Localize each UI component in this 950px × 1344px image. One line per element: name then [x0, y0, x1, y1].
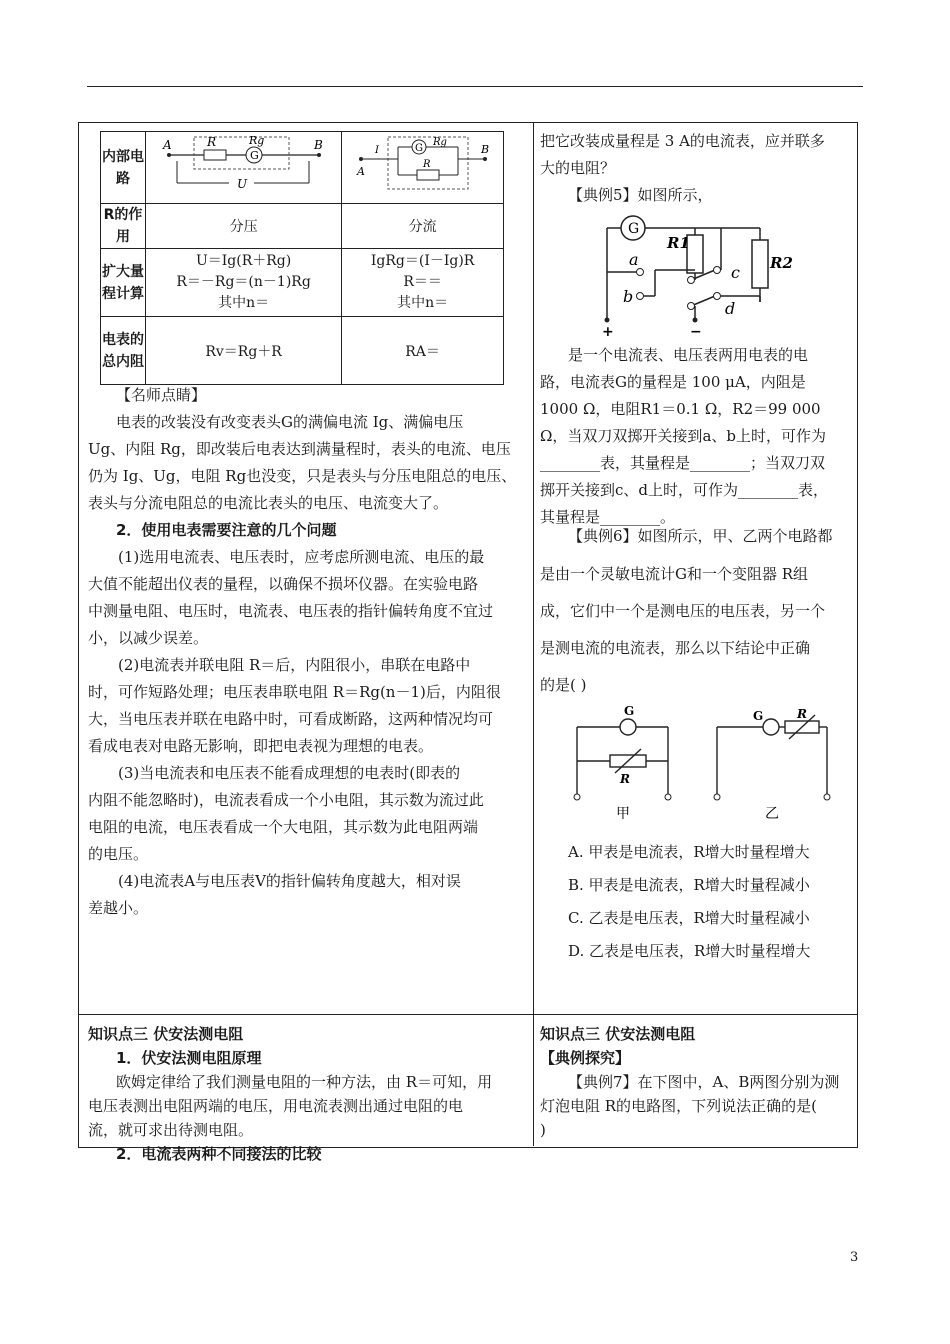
text-line: (1)选用电流表、电压表时，应考虑所测电流、电压的最	[118, 548, 485, 566]
text-line: 是由一个灵敏电流计G和一个变阻器 R组	[540, 565, 809, 583]
text-line: 电压表测出电阻两端的电压，用电流表测出通过电阻的电	[88, 1097, 464, 1115]
g-label: G	[249, 148, 259, 162]
table-cell	[146, 249, 342, 317]
text-line: 欧姆定律给了我们测量电阻的一种方法，由 R＝可知，用	[116, 1073, 493, 1091]
tip-title: 【名师点睛】	[116, 386, 207, 404]
table-cell: 分流	[342, 204, 504, 249]
row-header: 扩大量程计算	[101, 249, 146, 317]
rg-label: Rg	[248, 133, 264, 147]
formula-line: R＝＝	[403, 274, 442, 290]
text-line: ________表，其量程是________；当双刀双	[540, 454, 826, 472]
text-line: 内阻不能忽略时)，电流表看成一个小电阻，其示数为流过此	[88, 791, 484, 809]
text-line: 大，当电压表并联在电路中时，可看成断路，这两种情况均可	[88, 710, 494, 728]
formula-line: 其中n＝	[218, 295, 270, 311]
text-line: 灯泡电阻 R的电路图，下列说法正确的是(	[540, 1097, 817, 1115]
section-title: 2．使用电表需要注意的几个问题	[116, 521, 337, 539]
page-number: 3	[850, 1250, 859, 1265]
text-line: 看成电表对电路无影响，即把电表视为理想的电表。	[88, 737, 434, 755]
text-line: Ω，当双刀双掷开关接到a、b上时，可作为	[540, 427, 826, 445]
text-line: 差越小。	[88, 899, 149, 917]
text-line: 的电压。	[88, 845, 149, 863]
row-header: 电表的总内阻	[101, 317, 146, 385]
r1-label: R1	[667, 234, 690, 252]
table-row	[101, 204, 504, 249]
g-label: G	[624, 705, 635, 718]
meter-circuits-jia-yi	[565, 705, 840, 825]
r-label: R	[620, 772, 630, 786]
table-row	[101, 132, 504, 204]
yi-label: 乙	[765, 806, 779, 822]
circuit-voltmeter-cell	[146, 132, 342, 204]
c-label: c	[731, 263, 740, 282]
knowledge-point-title: 知识点三 伏安法测电阻	[540, 1025, 696, 1043]
text-line: )	[540, 1121, 546, 1139]
g-label: G	[414, 142, 423, 154]
g-label: G	[753, 709, 764, 723]
example-title: 【典例5】如图所示，	[568, 186, 713, 204]
a-label: A	[356, 164, 365, 178]
formula-line: R＝－Rg＝(n－1)Rg	[176, 274, 311, 290]
text-line: 1000 Ω，电阻R1＝0.1 Ω，R2＝99 000	[540, 400, 821, 418]
d-label: d	[725, 299, 736, 318]
text-line: 流，就可求出待测电阻。	[88, 1121, 254, 1139]
row-header: R的作用	[101, 204, 146, 249]
formula-line: 其中n＝	[397, 295, 449, 311]
text-line: 其量程是________。	[540, 508, 676, 526]
text-line: 电表的改装没有改变表头G的满偏电流 Ig、满偏电压	[116, 413, 464, 431]
text-line: 中测量电阻、电压时，电流表、电压表的指针偏转角度不宜过	[88, 602, 494, 620]
text-line: (4)电流表A与电压表V的指针偏转角度越大，相对误	[118, 872, 461, 890]
plus-terminal-label: +	[602, 324, 614, 340]
section-title: 2．电流表两种不同接法的比较	[116, 1145, 322, 1163]
section-title: 【典例探究】	[540, 1049, 631, 1067]
a-label: A	[162, 137, 172, 152]
b-label: B	[480, 142, 489, 156]
ammeter-circuit-diagram	[353, 133, 493, 199]
option-a: A. 甲表是电流表，R增大时量程增大	[568, 843, 810, 861]
text-line: (2)电流表并联电阻 R＝后，内阻很小，串联在电路中	[118, 656, 471, 674]
text-line: 【典例6】如图所示，甲、乙两个电路都	[568, 527, 833, 545]
r-label: R	[422, 158, 431, 170]
text-line: 是测电流的电流表，那么以下结论中正确	[540, 639, 811, 657]
a-label: a	[629, 250, 639, 269]
table-row	[101, 249, 504, 317]
text-line: (3)当电流表和电压表不能看成理想的电表时(即表的	[118, 764, 461, 782]
text-line: 仍为 Ig、Ug，电阻 Rg也没变，只是表头与分压电阻总的电压、	[88, 467, 517, 485]
formula-line: U＝Ig(R＋Rg)	[195, 253, 292, 269]
voltmeter-circuit-diagram	[159, 133, 329, 199]
option-d: D. 乙表是电压表，R增大时量程增大	[568, 942, 811, 960]
text-line: 电阻的电流，电压表看成一个大电阻，其示数为此电阻两端	[88, 818, 479, 836]
rg-label: Rg	[432, 136, 447, 148]
b-label: b	[623, 287, 634, 306]
u-label: U	[236, 176, 247, 191]
text-line: 表头与分流电阻总的电流比表头的电压、电流变大了。	[88, 494, 449, 512]
section-title: 1．伏安法测电阻原理	[116, 1049, 262, 1067]
text-line: 把它改装成量程是 3 A的电流表，应并联多	[540, 132, 825, 150]
text-line: 路，电流表G的量程是 100 μA，内阻是	[540, 373, 806, 391]
text-line: 成，它们中一个是测电压的电压表，另一个	[540, 602, 826, 620]
option-b: B. 甲表是电流表，R增大时量程减小	[568, 876, 810, 894]
b-label: B	[313, 137, 323, 152]
minus-terminal-label: −	[690, 324, 702, 340]
table-cell: RA＝	[342, 317, 504, 385]
r-label: R	[206, 134, 216, 149]
column-divider	[533, 122, 534, 1146]
text-line: 时，可作短路处理；电压表串联电阻 R＝Rg(n－1)后，内阻很	[88, 683, 501, 701]
text-line: 的是( )	[540, 676, 587, 694]
table-cell	[342, 249, 504, 317]
r-label: R	[797, 707, 807, 721]
option-c: C. 乙表是电压表，R增大时量程减小	[568, 909, 810, 927]
text-line: 【典例7】在下图中，A、B两图分别为测	[568, 1073, 840, 1091]
text-line: 大的电阻？	[540, 159, 616, 177]
r2-label: R2	[770, 254, 793, 272]
header-rule	[87, 86, 863, 87]
text-line: 掷开关接到c、d上时，可作为________表，	[540, 481, 829, 499]
text-line: Ug、内阻 Rg，即改装后电表达到满量程时，表头的电流、电压	[88, 440, 511, 458]
table-row	[101, 317, 504, 385]
row-divider	[78, 1014, 858, 1015]
i-label: I	[374, 144, 379, 156]
dual-meter-circuit	[595, 210, 795, 340]
table-cell: 分压	[146, 204, 342, 249]
table-cell: Rv＝Rg＋R	[146, 317, 342, 385]
jia-label: 甲	[616, 806, 630, 822]
text-line: 是一个电流表、电压表两用电表的电	[568, 346, 809, 364]
circuit-ammeter-cell	[342, 132, 504, 204]
formula-line: IgRg＝(I－Ig)R	[370, 253, 475, 269]
text-line: 大值不能超出仪表的量程，以确保不损坏仪器。在实验电路	[88, 575, 479, 593]
meter-comparison-table	[100, 131, 504, 385]
row-header: 内部电路	[101, 132, 146, 204]
text-line: 小，以减少误差。	[88, 629, 209, 647]
knowledge-point-title: 知识点三 伏安法测电阻	[88, 1025, 244, 1043]
g-label: G	[628, 221, 640, 237]
